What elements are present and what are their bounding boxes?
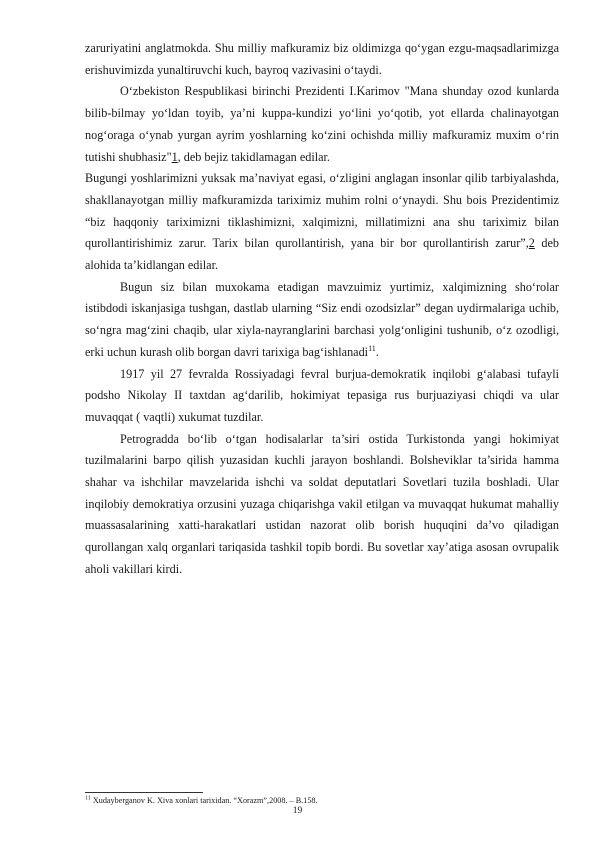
paragraph-3	[85, 168, 559, 277]
paragraph-4	[85, 277, 559, 364]
paragraph-1-text: zaruriyatini anglatmokda. Shu milliy mafkuramiz biz oldimizga qo‘ygan ezgu-maqsadlarimizga erishuvimizda yunaltiruvchi kuch, bayroq vazivasini o‘taydi.	[85, 41, 559, 77]
page-number: 19	[292, 806, 303, 816]
paragraph-3-text: Bugungi yoshlarimizni yuksak ma’naviyat egasi, o‘zligini anglagan insonlar qilib tarbiyalashda, shakllanayotgan milliy mafkuramizda tariximiz muhim rolni o‘ynaydi. Shu bois Prezidentimiz “biz haqqoniy tariximizni tiklashimizni, xalqimizni, millatimizni ana shu tariximiz bilan qurollantirishimiz zarur. Tarix bilan qurollantirish, yana bir bor qurollantirish zarur”,	[85, 171, 559, 251]
paragraph-6-text: Petrogradda bo‘lib o‘tgan hodisalarlar ta’siri ostida Turkistonda yangi hokimiyat tuzilmalarini barpo qilish yuzasidan kuchli jarayon boshlandi. Bolsheviklar ta’sirida hamma shahar va ishchilar mavzelarida ishchi va soldat deputatlari Sovetlari tuzila boshladi. Ular inqilobiy demokratiya orzusini yuzaga chiqarishga vakil etilgan va muvaqqat hukumat mahalliy muassasalarining xatti-harakatlari ustidan nazorat olib borish huquqini da’vo qiladigan qurollangan xalq organlari tariqasida tashkil topib bordi. Bu sovetlar xay’atiga asosan ovrupalik aholi vakillari kirdi.	[85, 431, 559, 576]
paragraph-6	[85, 429, 559, 581]
paragraph-3-text-end: deb alohida ta’kidlangan edilar.	[85, 236, 559, 273]
footnote	[85, 796, 559, 806]
paragraph-2-text: O‘zbekiston Respublikasi birinchi Prezidenti I.Karimov "Mana shunday ozod kunlarda bilib-bilmay yo‘ldan toyib, ya’ni kuppa-kundizi yo‘lini yo‘qotib, yot ellarda chalinayotgan nog‘oraga o‘ynab yurgan ayrim yoshlarning ko‘zini ochishda milliy mafkuramiz muxim o‘rin tutishi shubhasiz"	[85, 84, 559, 164]
footnote-number: 11	[85, 795, 91, 802]
reference-link-1[interactable]: 1	[171, 149, 178, 164]
reference-link-2[interactable]: 2	[528, 236, 535, 251]
paragraph-5-text: 1917 yil 27 fevralda Rossiyadagi fevral burjua-demokratik inqilobi g‘alabasi tufayli podsho Nikolay II taxtdan ag‘darilib, hokimiyat tepasiga rus burjuaziyasi chiqdi va ular muvaqqat ( vaqtli) xukumat tuzdilar.	[85, 366, 559, 424]
body-text	[85, 38, 559, 581]
footnote-marker[interactable]: 11	[368, 343, 376, 353]
footnote-text: Xudayberganov K. Xiva xonlari tarixidan. “Xorazm”,2008. – B.158.	[90, 796, 318, 805]
paragraph-1	[85, 38, 559, 81]
paragraph-4-end: .	[375, 344, 379, 359]
footnote-divider	[85, 792, 203, 793]
paragraph-5	[85, 364, 559, 429]
paragraph-2	[85, 81, 559, 168]
paragraph-4-text: Bugun siz bilan muxokama etadigan mavzuimiz yurtimiz, xalqimizning sho‘rolar istibdodi iskanjasiga tushgan, dastlab ularning “Siz endi ozodsizlar” degan uydirmalariga uchib, so‘ngra mag‘zini chaqib, ular xiyla-nayranglarini barchasi yolg‘onligini tushunib, o‘z ozodligi, erki uchun kurash olib borgan davri tarixiga bag‘ishlanadi	[85, 279, 559, 359]
paragraph-2-text-end: , deb bejiz takidlamagan edilar.	[177, 149, 330, 164]
